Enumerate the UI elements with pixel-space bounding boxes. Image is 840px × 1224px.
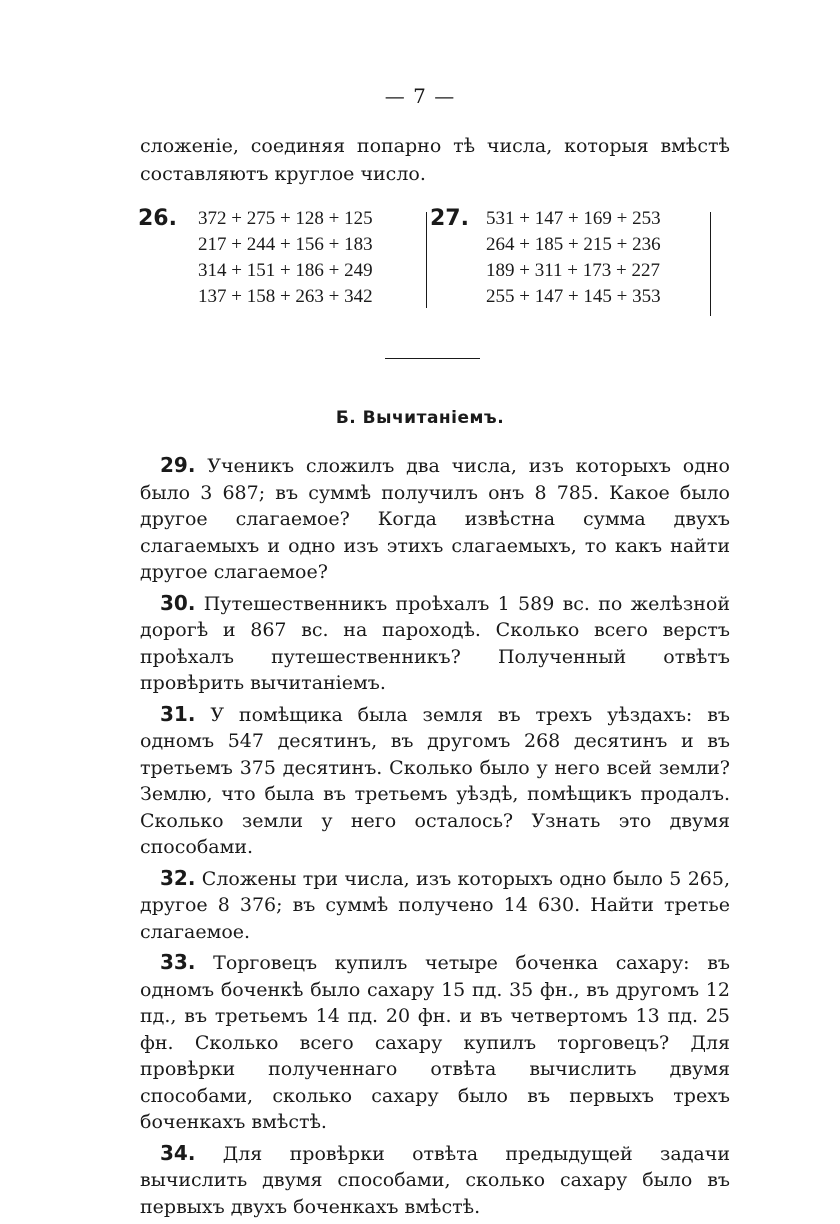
column-divider [426, 212, 427, 308]
column-divider [710, 212, 711, 316]
section-title: Б. Вычитанiемъ. [335, 408, 505, 428]
problem-32 [140, 865, 730, 946]
exercise-row: 255 + 147 + 145 + 353 [486, 286, 661, 307]
exercise-number: 27. [430, 206, 469, 231]
section-rule [385, 358, 480, 359]
problem-number: 34. [160, 1140, 196, 1165]
exercise-block [138, 206, 738, 316]
problem-number: 33. [160, 950, 196, 974]
problem-31 [140, 701, 730, 861]
problem-number: 29. [160, 453, 196, 477]
exercise-row: 314 + 151 + 186 + 249 [198, 260, 373, 281]
exercise-number: 26. [138, 206, 177, 231]
problem-text: Для провѣрки отвѣта предыдущей задачи вычислить двумя способами, сколько сахару было въ первыхъ двухъ боченкахъ вмѣстѣ. [140, 1142, 730, 1218]
problem-number: 30. [160, 590, 196, 615]
exercise-row: 137 + 158 + 263 + 342 [198, 286, 373, 307]
intro-text: сложенiе, соединяя попарно тѣ числа, которыя вмѣстѣ составляютъ круглое число. [140, 135, 730, 185]
exercise-row: 372 + 275 + 128 + 125 [198, 208, 373, 229]
problem-text: У помѣщика была земля въ трехъ уѣздахъ: въ одномъ 547 десятинъ, въ другомъ 268 десятинъ и въ третьемъ 375 десятинъ. Сколько было у него всей земли? Землю, что была въ третьемъ уѣздѣ, помѣщикъ продалъ. Сколько земли у него осталось? Узнать это двумя способами. [140, 703, 730, 858]
exercise-row: 264 + 185 + 215 + 236 [486, 234, 661, 255]
exercise-row: 531 + 147 + 169 + 253 [486, 208, 661, 229]
problem-number: 31. [160, 701, 196, 726]
problem-30 [140, 590, 730, 697]
exercise-row: 217 + 244 + 156 + 183 [198, 234, 373, 255]
page-number: — 7 — [384, 84, 456, 108]
problem-list [140, 452, 730, 1224]
problem-33 [140, 949, 730, 1136]
exercise-row: 189 + 311 + 173 + 227 [486, 260, 660, 281]
exercise-rows [198, 206, 373, 310]
problem-29 [140, 452, 730, 586]
problem-text: Ученикъ сложилъ два числа, изъ которыхъ одно было 3 687; въ суммѣ получилъ онъ 8 785. Какое было другое слагаемое? Когда извѣстна сумма двухъ слагаемыхъ и одно изъ этихъ слагаемыхъ, то какъ найти другое слагаемое? [140, 455, 730, 583]
intro-paragraph [140, 132, 730, 188]
problem-34 [140, 1140, 730, 1221]
problem-text: Путешественникъ проѣхалъ 1 589 вс. по желѣзной дорогѣ и 867 вс. на пароходѣ. Сколько всего верстъ проѣхалъ путешественникъ? Полученный отвѣтъ провѣрить вычитанiемъ. [140, 592, 730, 694]
exercise-rows [486, 206, 661, 310]
problem-text: Сложены три числа, изъ которыхъ одно было 5 265, другое 8 376; въ суммѣ получено 14 630. Найти третье слагаемое. [140, 867, 730, 943]
problem-number: 32. [160, 865, 196, 890]
problem-text: Торговецъ купилъ четыре боченка сахару: въ одномъ боченкѣ было сахару 15 пд. 35 фн., въ другомъ 12 пд., въ третьемъ 14 пд. 20 фн. и въ четвертомъ 13 пд. 25 фн. Сколько всего сахару купилъ торговецъ? Для провѣрки полученнаго отвѣта вычислить двумя способами, сколько сахару было въ первыхъ трехъ боченкахъ вмѣстѣ. [140, 952, 730, 1133]
